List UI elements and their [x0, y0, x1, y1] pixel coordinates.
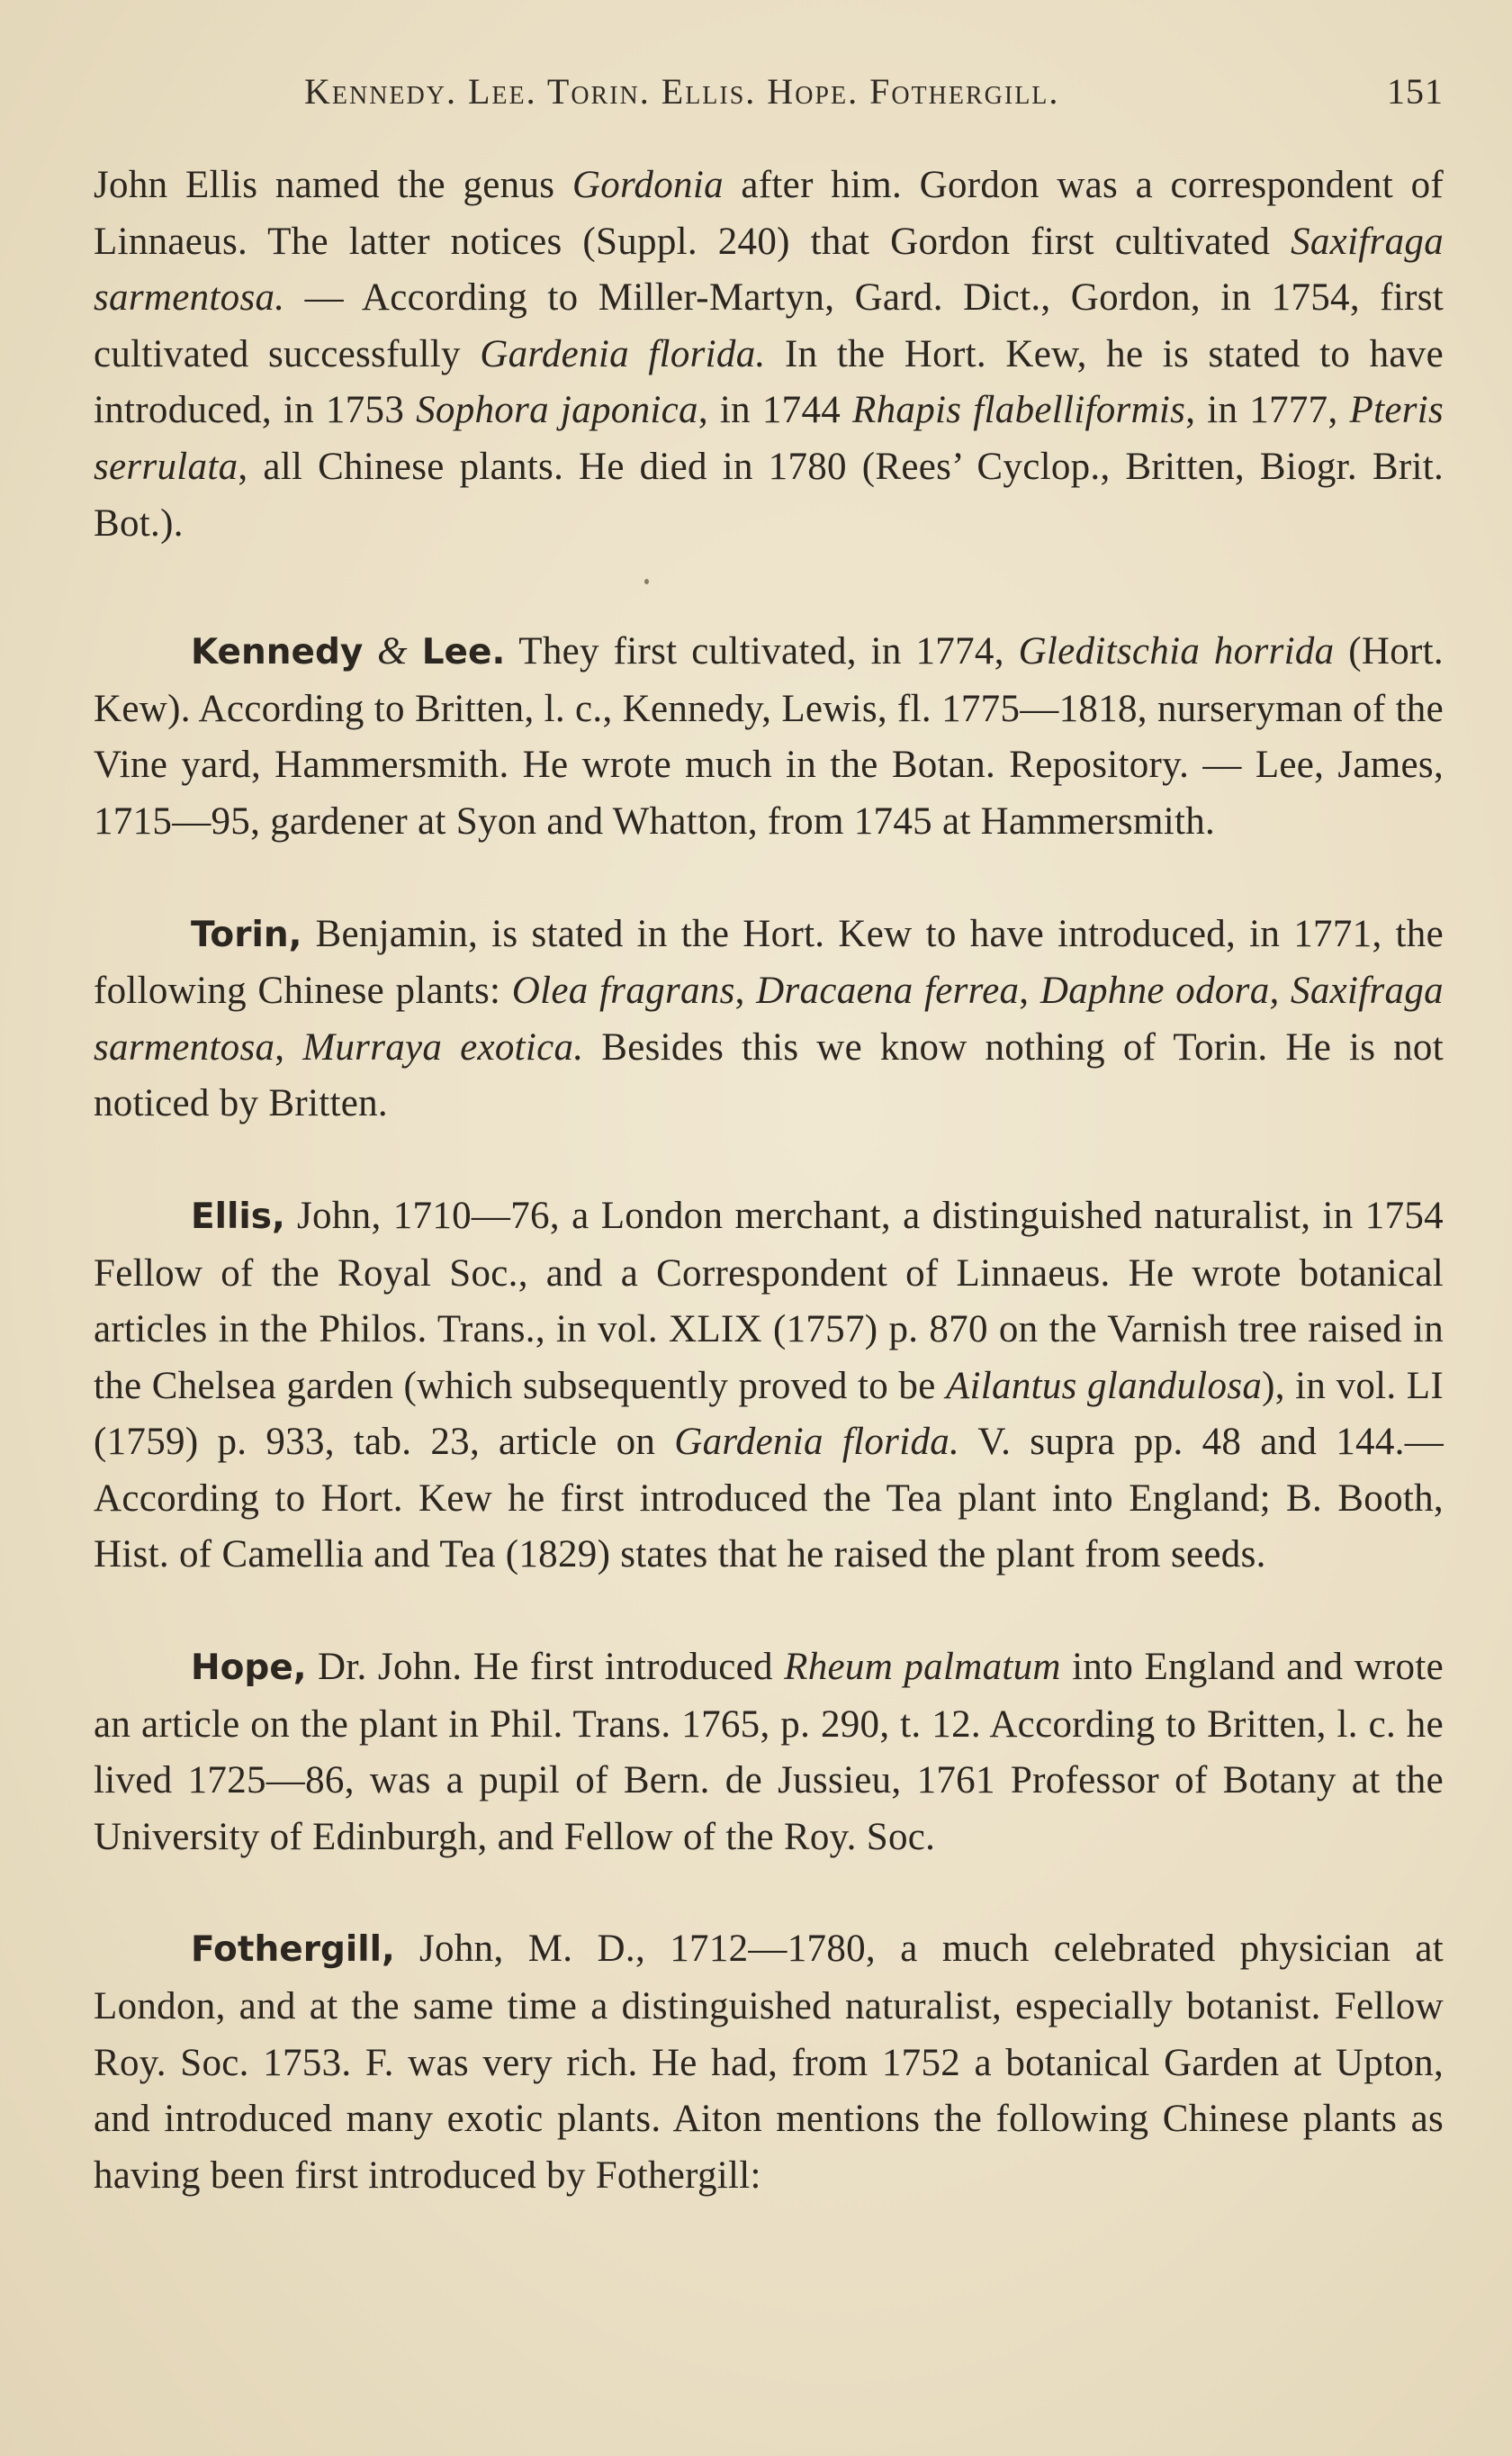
entry-heading: Ellis,: [191, 1196, 285, 1237]
italic-run: Dracaena ferrea: [756, 970, 1020, 1013]
text-run: John, 1710—76, a London merchant, a distinguished naturalist, in 1754 Fellow of the Royal Soc., and a Correspondent of Linnaeus. He wrote botanical articles in the Philos. Trans., in vol. XLIX (1757) p. 870 on the Varnish tree raised in the Chelsea garden (which subsequently proved to be: [94, 1194, 1444, 1407]
italic-run: Sophora japonica: [416, 389, 698, 432]
italic-run: Olea fragrans: [511, 970, 735, 1013]
text-run: (Hort. Kew). According to Britten, l. c., Kennedy, Lewis, fl. 1775—1818, nurseryman of the Vine yard, Hammersmith. He wrote much in the Botan. Repository. — Lee, James, 1715—95, gardener at Syon and Whatton, from 1745 at Hammersmith.: [94, 630, 1444, 843]
text-run: , in 1744: [698, 389, 853, 432]
italic-run: Gardenia florida.: [674, 1421, 960, 1464]
text-run: John Ellis named the genus: [94, 164, 572, 206]
italic-run: Pteris serrulata: [94, 389, 1444, 488]
paragraph-torin: [94, 907, 1444, 1133]
entry-heading: Hope,: [191, 1648, 307, 1689]
paragraph-fothergill: [94, 1921, 1444, 2204]
text-run: John, M. D., 1712—1780, a much celebrated physician at London, and at the same time a distinguished naturalist, especially botanist. Fellow Roy. Soc. 1753. F. was very rich. He had, from 1752 a botanical Garden at Upton, and introduced many exotic plants. Aiton mentions the following Chinese plants as having been first introduced by Fothergill:: [94, 1928, 1444, 2197]
italic-run: Ailantus glandulosa: [945, 1364, 1263, 1407]
text-run: Benjamin, is stated in the Hort. Kew to have introduced, in 1771, the following Chinese plants:: [94, 912, 1444, 1013]
text-run: ,: [734, 970, 757, 1013]
italic-run: Gleditschia horrida: [1018, 630, 1335, 673]
entry-heading: Fothergill,: [191, 1929, 395, 1971]
text-run: ,: [274, 1025, 303, 1069]
entry-heading: Kennedy: [191, 632, 364, 673]
text-run: ,: [1019, 970, 1040, 1013]
italic-run: Rhapis flabelliformis: [852, 389, 1186, 432]
entry-heading: Torin,: [191, 914, 302, 955]
page-header: [304, 70, 1444, 124]
paragraph-ellis: [94, 1188, 1444, 1584]
text-run: after him. Gordon was a correspondent of Linnaeus. The latter notices (Suppl. 240) that Gordon first cultivated: [94, 164, 1444, 263]
text-run: into England and wrote an article on the plant in Phil. Trans. 1765, p. 290, t. 12. According to Britten, l. c. he lived 1725—86, was a pupil of Bern. de Jussieu, 1761 Professor of Botany at the University of Edinburgh, and Fellow of the Roy. Soc.: [94, 1646, 1444, 1858]
italic-run: Rheum palmatum: [784, 1646, 1061, 1689]
italic-run: Murraya exotica.: [302, 1025, 584, 1069]
paragraph-kennedy-lee: [94, 624, 1444, 850]
text-run: They first cultivated, in 1774,: [505, 630, 1019, 673]
italic-run: Saxifraga sarmentosa.: [94, 220, 1444, 320]
text-run: Dr. John. He first introduced: [306, 1646, 785, 1689]
entry-heading: Lee.: [421, 632, 506, 673]
text-run: ), in vol. LI (1759) p. 933, tab. 23, article on: [94, 1364, 1444, 1464]
page-number: 151: [1387, 71, 1444, 112]
paragraph-hope: [94, 1639, 1444, 1865]
ampersand: &: [377, 630, 408, 673]
text-run: — According to Miller-Martyn, Gard. Dict., Gordon, in 1754, first cultivated successfully: [94, 276, 1444, 375]
body-text: [94, 158, 1444, 2260]
text-run: In the Hort. Kew, he is stated to have introduced, in 1753: [94, 332, 1444, 432]
italic-run: Daphne odora, Saxifraga sarmentosa: [94, 970, 1444, 1069]
paragraph-gordon: [94, 158, 1444, 552]
text-run: Besides this we know nothing of Torin. He is not noticed by Britten.: [94, 1025, 1444, 1125]
italic-run: Gordonia: [572, 164, 724, 206]
running-head: Kennedy. Lee. Torin. Ellis. Hope. Fothergill.: [304, 71, 1060, 112]
text-run: , all Chinese plants. He died in 1780 (Rees’ Cyclop., Britten, Biogr. Brit. Bot.).: [94, 445, 1444, 545]
text-run: , in 1777,: [1185, 389, 1350, 432]
text-run: V. supra pp. 48 and 144.— According to Hort. Kew he first introduced the Tea plant into England; B. Booth, Hist. of Camellia and Tea (1829) states that he raised the plant from seeds.: [94, 1421, 1444, 1576]
italic-run: Gardenia florida.: [480, 332, 766, 375]
